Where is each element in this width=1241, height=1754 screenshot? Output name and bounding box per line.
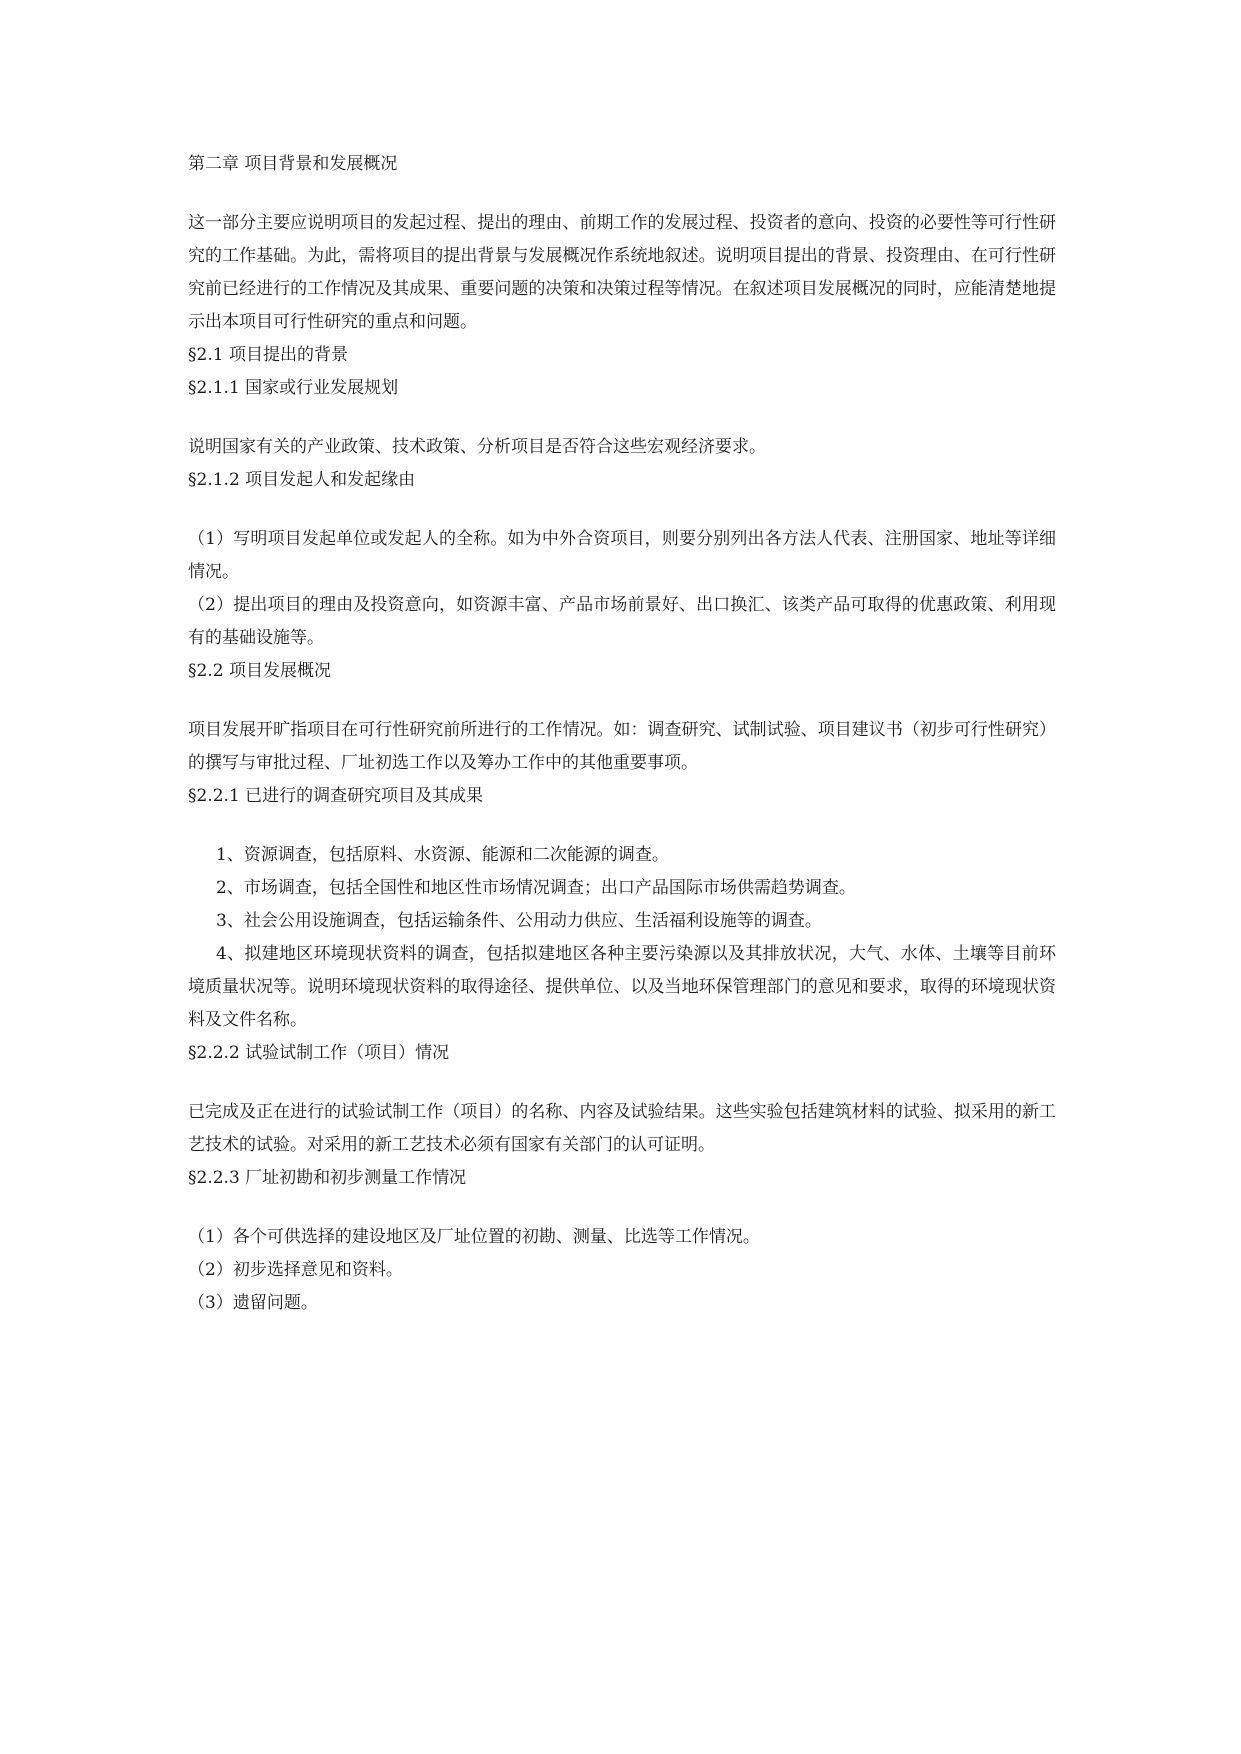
section-2-2-2-title: §2.2.2 试验试制工作（项目）情况	[188, 1043, 450, 1063]
list-item: （2）初步选择意见和资料。	[188, 1260, 403, 1280]
section-2-1-1-title: §2.1.1 国家或行业发展规划	[188, 378, 399, 398]
document-page	[188, 148, 1056, 1320]
section-2-1-2-list	[188, 523, 1056, 655]
section-2-2-3-title: §2.2.3 厂址初勘和初步测量工作情况	[188, 1168, 467, 1188]
list-item: 2、市场调查，包括全国性和地区性市场情况调查；出口产品国际市场供需趋势调查。	[216, 878, 856, 898]
list-item: （2）提出项目的理由及投资意向，如资源丰富、产品市场前景好、出口换汇、该类产品可取得的优惠政策、利用现有的基础设施等。	[188, 595, 1056, 648]
section-2-2-3-list	[188, 1221, 1056, 1320]
list-item: （1）各个可供选择的建设地区及厂址位置的初勘、测量、比选等工作情况。	[188, 1227, 760, 1247]
section-2-2-1-title: §2.2.1 已进行的调查研究项目及其成果	[188, 786, 484, 806]
section-2-2-body: 项目发展开旷指项目在可行性研究前所进行的工作情况。如：调查研究、试制试验、项目建议书（初步可行性研究）的撰写与审批过程、厂址初选工作以及筹办工作中的其他重要事项。	[188, 720, 1056, 773]
list-item: 4、拟建地区环境现状资料的调查，包括拟建地区各种主要污染源以及其排放状况，大气、水体、土壤等目前环境质量状况等。说明环境现状资料的取得途径、提供单位、以及当地环保管理部门的意见和要求，取得的环境现状资料及文件名称。	[188, 944, 1056, 1030]
section-2-2-title: §2.2 项目发展概况	[188, 661, 331, 681]
section-2-1-title: §2.1 项目提出的背景	[188, 345, 348, 365]
chapter-title: 第二章 项目背景和发展概况	[188, 154, 398, 174]
section-2-1-1-body: 说明国家有关的产业政策、技术政策、分析项目是否符合这些宏观经济要求。	[188, 437, 766, 457]
list-item: （1）写明项目发起单位或发起人的全称。如为中外合资项目，则要分别列出各方法人代表、注册国家、地址等详细情况。	[188, 529, 1056, 582]
intro-paragraph: 这一部分主要应说明项目的发起过程、提出的理由、前期工作的发展过程、投资者的意向、投资的必要性等可行性研究的工作基础。为此，需将项目的提出背景与发展概况作系统地叙述。说明项目提出的背景、投资理由、在可行性研究前已经进行的工作情况及其成果、重要问题的决策和决策过程等情况。在叙述项目发展概况的同时，应能清楚地提示出本项目可行性研究的重点和问题。	[188, 213, 1056, 332]
list-item: 3、社会公用设施调查，包括运输条件、公用动力供应、生活福利设施等的调查。	[216, 911, 822, 931]
section-2-2-2-body: 已完成及正在进行的试验试制工作（项目）的名称、内容及试验结果。这些实验包括建筑材料的试验、拟采用的新工艺技术的试验。对采用的新工艺技术必须有国家有关部门的认可证明。	[188, 1102, 1056, 1155]
section-2-2-1-list	[188, 839, 1056, 1037]
section-2-1-2-title: §2.1.2 项目发起人和发起缘由	[188, 470, 416, 490]
list-item: （3）遗留问题。	[188, 1293, 318, 1313]
list-item: 1、资源调查，包括原料、水资源、能源和二次能源的调查。	[216, 845, 669, 865]
